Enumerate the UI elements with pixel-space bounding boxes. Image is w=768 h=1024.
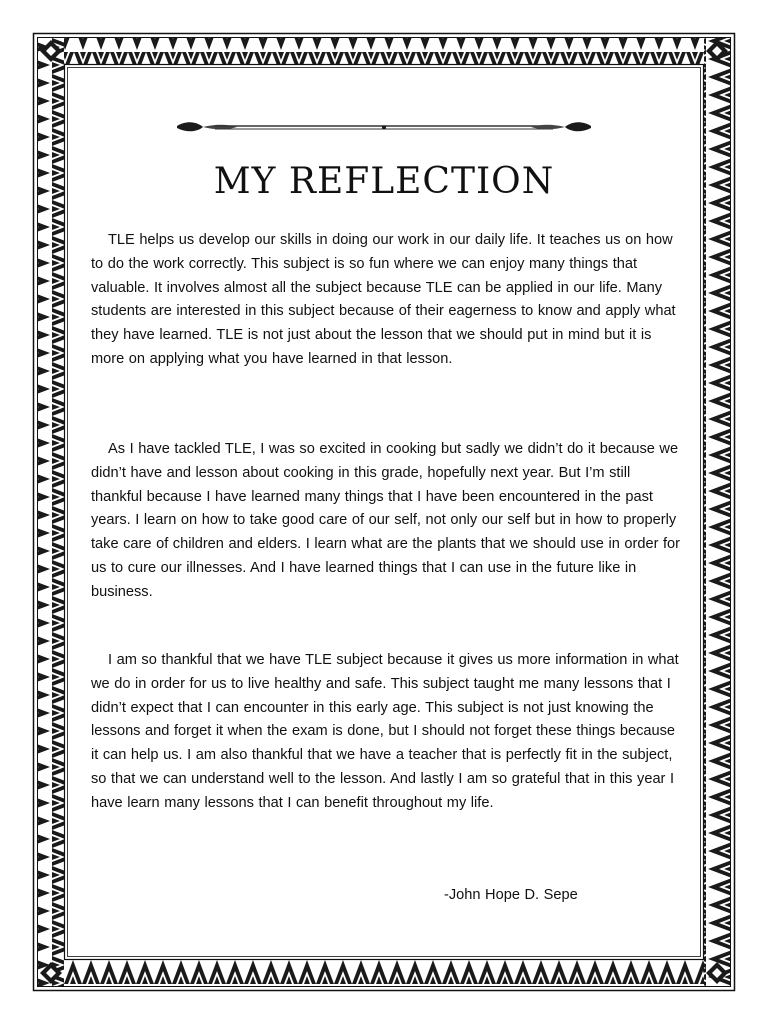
paragraph-2: As I have tackled TLE, I was so excited in cooking but sadly we didn’t do it because we didn’t have and lesson about cooking in this grade, hopefully next year. But I’m still thankful because I have learned many things that I have been encountered in the past years. I learn on how to take good care of our self, not only our self but in how to properly take care of children and elders. I learn what are the plants that we should use in order for us to cure our illnesses. And I have learned things that I can use in the future like in business. bbox=[91, 441, 681, 600]
author-signature: -John Hope D. Sepe bbox=[444, 887, 578, 903]
paragraph-1: TLE helps us develop our skills in doing our work in our daily life. It teaches us on how to do the work correctly. This subject is so fun where we can enjoy many things that valuable. It involves almost all the subject because TLE can be applied in our life. Many students are interested in this subject because of their eagerness to know and apply what they have learned. TLE is not just about the lesson that we should put in mind but it is more on applying what you have learned in that lesson. bbox=[91, 232, 676, 367]
title-flourish-ornament bbox=[175, 118, 593, 138]
paragraph-3: I am so thankful that we have TLE subject because it gives us more information in what we do in order for us to live healthy and safe. This subject taught me many lessons that I didn’t expect that I can encounter in this early age. This subject is not just knowing the lessons and forget it when the exam is done, but I should not forget these things because it can help us. I am also thankful that we have a teacher that is perfectly fit in the subject, so that we can understand well to the lesson. And lastly I am so grateful that in this year I have learn many lessons that I can benefit throughout my life. bbox=[91, 652, 679, 811]
document-title: MY REFLECTION bbox=[213, 161, 555, 202]
